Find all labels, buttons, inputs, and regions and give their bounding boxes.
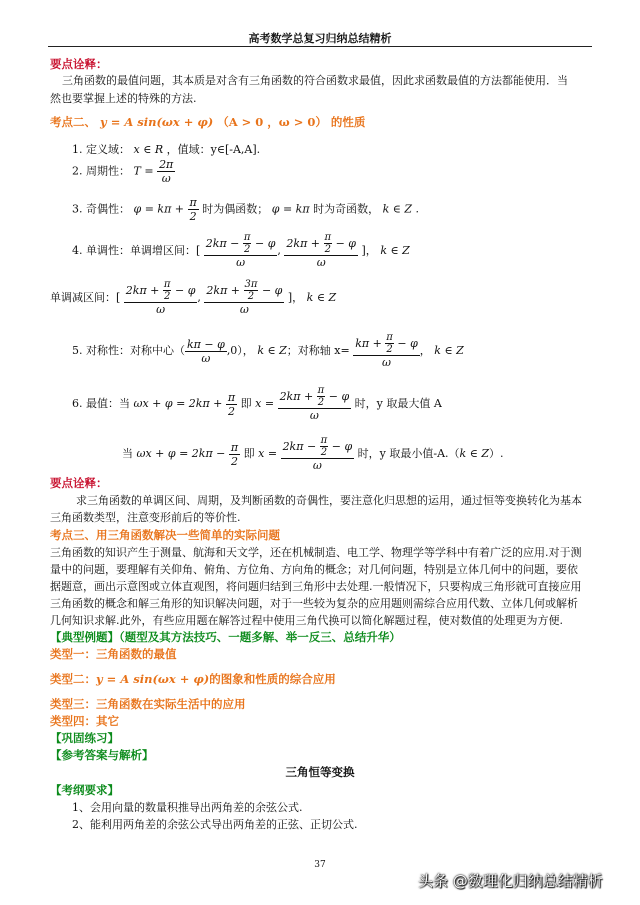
inc-n1-a: 2kπ − (205, 237, 240, 250)
dec-n1-a: 2kπ + (125, 284, 160, 297)
type-3: 类型三：三角函数在实际生活中的应用 (50, 697, 246, 711)
type-4: 类型四：其它 (50, 714, 119, 728)
p5-label: 5. 对称性：对称中心（ (72, 344, 185, 357)
inc-comma: , (277, 244, 281, 257)
dec-end: ]， (287, 291, 304, 304)
p5-den2: ω (382, 356, 391, 369)
p6b-close: ）. (489, 447, 504, 460)
p6-c: x = (255, 397, 275, 410)
prop-domain (72, 141, 260, 157)
prop1-label: 1. 定义域： (72, 143, 130, 156)
dec-n1-two: 2 (164, 291, 171, 302)
inc-n1-b: − φ (254, 237, 276, 250)
prop3-a: φ = kπ + (133, 202, 185, 216)
inc-n1-two: 2 (244, 244, 251, 255)
p5-pi: π (386, 332, 393, 343)
p6-n-pi: π (317, 385, 325, 396)
p6b-pi: π (230, 440, 239, 454)
inc-n2-a: 2kπ + (286, 237, 321, 250)
kd3-line-2: 量中的问题，要理解有关仰角、俯角、方位角、方向角的概念；对几何问题，特别是立体几何中的问题，要依 (50, 563, 578, 576)
p6-na: 2kπ + (279, 390, 314, 403)
p5-nb: − φ (397, 337, 418, 350)
kd2-suffix: 的性质 (330, 115, 366, 129)
inc-d1: ω (236, 256, 246, 269)
p5-kz1: k ∈ Z (257, 344, 287, 357)
prop3-e: k ∈ Z . (382, 202, 420, 216)
type-2 (50, 671, 336, 687)
p6-label: 6. 最值：当 (72, 397, 130, 410)
prop-symmetry (72, 333, 464, 369)
dec-d2: ω (239, 303, 249, 316)
watermark: 头条 @数理化归纳总结精析 (418, 872, 603, 890)
p6-a: ωx + φ = 2kπ + (133, 397, 223, 410)
p5-na: kπ + (355, 337, 382, 350)
page-header-title: 高考数学总复习归纳总结精析 (248, 32, 392, 45)
p6b-b: ωx + φ = 2kπ − (136, 447, 226, 460)
requirement-2: 2、能利用两角差的余弦公式导出两角差的正弦、正切公式. (72, 818, 358, 831)
inc-n2-b: − φ (335, 237, 357, 250)
type2-prefix: 类型二： (50, 672, 96, 686)
p6b-nb: − φ (331, 440, 353, 453)
p6b-n-pi: π (320, 435, 328, 446)
note2-line1: 求三角函数的单调区间、周期，及判断函数的奇偶性，要注意化归思想的运用，通过恒等变换转化为基本 (76, 494, 582, 507)
dec-label: 单调减区间：[ (50, 291, 121, 304)
inc-n1-pi: π (243, 232, 251, 243)
p5-num: kπ − φ (187, 337, 225, 351)
prop4-label: 4. 单调性：单调增区间：[ (72, 244, 201, 257)
kd2-heading (50, 114, 365, 130)
kd3-line-3: 据题意，画出示意图或立体直观图，将问题归结到三角形中去处理.一般情况下，只要构成三角形就可直接应用 (50, 580, 582, 593)
note-label-2: 要点诠释： (50, 476, 108, 490)
kd3-line-5: 几何知识求解.此外，有些应用题在解答过程中使用三角代换可以简化解题过程，使对数值的处理更为方便. (50, 614, 563, 627)
p6b-two: 2 (231, 454, 239, 468)
prop3-b: 时为偶函数； (202, 202, 269, 216)
answers-heading: 【参考答案与解析】 (50, 748, 154, 762)
kd2-prefix: 考点二、 (50, 115, 96, 129)
inc-n2-two: 2 (324, 244, 331, 255)
dec-n2-3pi: 3π (244, 279, 258, 290)
p6-n-two: 2 (317, 397, 325, 408)
p5-den: ω (201, 351, 211, 365)
dec-comma: , (197, 291, 201, 304)
p6b-a: 当 (122, 447, 133, 460)
prop3-two: 2 (189, 210, 197, 223)
p6-den: ω (309, 409, 319, 422)
prop-parity (72, 196, 419, 223)
prop-period (72, 158, 175, 185)
prop2-num: 2π (159, 158, 174, 171)
p6b-c: 即 (243, 447, 255, 460)
p5-end: ， (419, 344, 431, 357)
p6b-na: 2kπ − (282, 440, 317, 453)
dec-n2-b: − φ (261, 284, 283, 297)
prop2-label: 2. 周期性： (72, 164, 130, 178)
kd2-func: y = A sin(ωx + φ) (100, 115, 214, 129)
dec-n2-a: 2kπ + (206, 284, 241, 297)
p5-mid: ,0）， (226, 344, 254, 357)
dec-kz: k ∈ Z (306, 291, 337, 304)
requirements-heading: 【考纲要求】 (50, 783, 119, 797)
note1-line1: 三角函数的最值问题，其本质是对含有三角函数的符合函数求最值，因此求函数最值的方法都能使用．当 (62, 74, 568, 87)
prop-monotonic-dec (50, 280, 336, 316)
note2-line2: 三角函数类型，注意变形前后的等价性. (50, 511, 241, 524)
dec-n1-pi: π (163, 279, 171, 290)
note-label-1: 要点诠释： (50, 57, 108, 71)
p5-kz2: k ∈ Z (434, 344, 464, 357)
prop-min (122, 436, 504, 472)
prop-monotonic-inc (72, 233, 410, 269)
p5-mid2: ；对称轴 x= (286, 344, 350, 357)
section-title: 三角恒等变换 (285, 765, 355, 779)
practice-heading: 【巩固练习】 (50, 731, 119, 745)
dec-d1: ω (156, 303, 166, 316)
inc-d2: ω (316, 256, 326, 269)
header-rule (48, 46, 592, 47)
examples-heading: 【典型例题】（题型及其方法技巧、一题多解、举一反三、总结升华） (50, 630, 401, 644)
p6b-d: x = (258, 447, 278, 460)
p5-two: 2 (386, 344, 393, 355)
p6-two: 2 (228, 404, 236, 418)
kd2-cond: （A > 0 ，ω > 0） (217, 115, 327, 129)
p6-nb: − φ (328, 390, 350, 403)
p6b-kz: k ∈ Z (459, 447, 489, 460)
page-number: 37 (314, 860, 326, 870)
prop1-math: x ∈ R (133, 143, 164, 156)
type2-func: y = A sin(ωx + φ) (96, 672, 210, 686)
p6b-min: 时，y 取最小值-A.（ (357, 447, 460, 460)
dec-n2-two: 2 (247, 291, 255, 302)
p6-b: 即 (240, 397, 252, 410)
type2-suffix: 的图象和性质的综合应用 (209, 672, 336, 686)
prop2-lhs: T = (133, 164, 154, 178)
p6b-den: ω (312, 459, 322, 472)
prop2-den: ω (161, 172, 171, 185)
prop1-rest: ，值域：y∈[-A,A]. (166, 143, 261, 156)
prop-max (72, 386, 442, 422)
dec-n1-b: − φ (174, 284, 196, 297)
p6b-n-two: 2 (320, 447, 328, 458)
inc-end: ]， (361, 244, 377, 257)
prop3-d: 时为奇函数， (313, 202, 380, 216)
requirement-1: 1、会用向量的数量积推导出两角差的余弦公式. (72, 801, 303, 814)
p6-pi: π (227, 390, 236, 404)
kd3-line-4: 三角函数的概念和解三角形的知识解决问题，对于一些较为复杂的应用题则需综合应用代数、立体几何或解析 (50, 597, 578, 610)
prop3-c: φ = kπ (271, 202, 310, 216)
kd3-heading: 考点三、用三角函数解决一些简单的实际问题 (50, 528, 280, 542)
p6-max: 时，y 取最大值 A (354, 397, 442, 410)
kd3-line-1: 三角函数的知识产生于测量、航海和天文学，还在机械制造、电工学、物理学等学科中有着广泛的应用.对于测 (50, 546, 582, 559)
note1-line2: 然也要掌握上述的特殊的方法. (50, 92, 197, 105)
prop3-label: 3. 奇偶性： (72, 202, 130, 216)
inc-n2-pi: π (324, 232, 332, 243)
prop3-pi: π (189, 196, 197, 209)
type-1: 类型一：三角函数的最值 (50, 647, 177, 661)
inc-kz: k ∈ Z (380, 244, 410, 257)
